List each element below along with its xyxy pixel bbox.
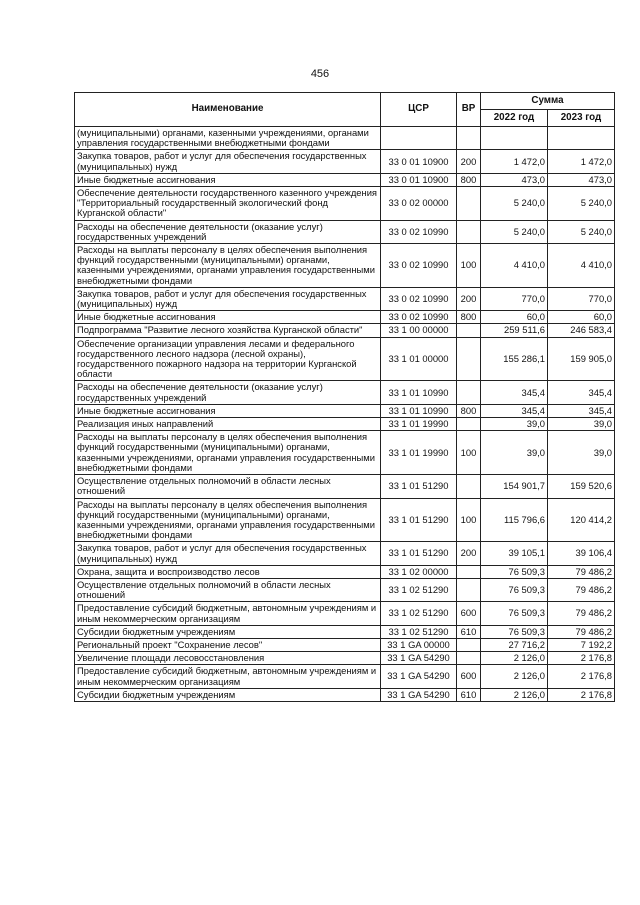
cell-csr: 33 1 01 51290 xyxy=(381,542,457,565)
cell-name: Обеспечение организации управления лесами и федерального государственного лесного надзора (лесной охраны), государственного пожарного надзора на территории Курганской области xyxy=(75,337,381,381)
cell-vr: 100 xyxy=(457,244,481,288)
cell-amount-2022: 2 126,0 xyxy=(481,665,548,688)
table-row xyxy=(75,220,615,243)
cell-amount-2023: 5 240,0 xyxy=(548,187,615,221)
table-row xyxy=(75,127,615,150)
cell-amount-2022: 770,0 xyxy=(481,287,548,310)
cell-amount-2022: 5 240,0 xyxy=(481,220,548,243)
cell-csr: 33 1 01 10990 xyxy=(381,404,457,417)
cell-amount-2023: 79 486,2 xyxy=(548,602,615,625)
cell-csr: 33 0 02 10990 xyxy=(381,244,457,288)
cell-vr xyxy=(457,475,481,498)
cell-amount-2022 xyxy=(481,127,548,150)
cell-name: Обеспечение деятельности государственного казенного учреждения "Территориальный государственный экологический фонд Курганской области" xyxy=(75,187,381,221)
table-row xyxy=(75,404,615,417)
cell-name: Подпрограмма "Развитие лесного хозяйства Курганской области" xyxy=(75,324,381,337)
table-row xyxy=(75,688,615,701)
cell-vr xyxy=(457,578,481,601)
cell-name: Увеличение площади лесовосстановления xyxy=(75,652,381,665)
table-row xyxy=(75,638,615,651)
cell-amount-2023 xyxy=(548,127,615,150)
table-row xyxy=(75,173,615,186)
cell-amount-2022: 2 126,0 xyxy=(481,688,548,701)
page-number: 456 xyxy=(310,68,330,80)
cell-amount-2022: 115 796,6 xyxy=(481,498,548,542)
cell-csr: 33 0 02 10990 xyxy=(381,311,457,324)
table-row xyxy=(75,625,615,638)
cell-amount-2023: 159 905,0 xyxy=(548,337,615,381)
cell-name: Иные бюджетные ассигнования xyxy=(75,311,381,324)
cell-vr xyxy=(457,381,481,404)
cell-amount-2023: 345,4 xyxy=(548,381,615,404)
cell-vr xyxy=(457,324,481,337)
table-row xyxy=(75,287,615,310)
cell-amount-2022: 473,0 xyxy=(481,173,548,186)
table-row xyxy=(75,418,615,431)
cell-vr: 100 xyxy=(457,431,481,475)
table-row xyxy=(75,475,615,498)
cell-vr: 610 xyxy=(457,625,481,638)
cell-name: Реализация иных направлений xyxy=(75,418,381,431)
header-name: Наименование xyxy=(75,93,381,127)
cell-csr: 33 1 GA 54290 xyxy=(381,688,457,701)
table-row xyxy=(75,187,615,221)
header-year-2022: 2022 год xyxy=(481,110,548,127)
cell-amount-2022: 259 511,6 xyxy=(481,324,548,337)
cell-amount-2023: 79 486,2 xyxy=(548,625,615,638)
cell-csr: 33 1 00 00000 xyxy=(381,324,457,337)
cell-vr: 200 xyxy=(457,542,481,565)
table-row xyxy=(75,565,615,578)
table-row xyxy=(75,381,615,404)
header-csr: ЦСР xyxy=(381,93,457,127)
cell-amount-2022: 76 509,3 xyxy=(481,578,548,601)
cell-name: Закупка товаров, работ и услуг для обеспечения государственных (муниципальных) нужд xyxy=(75,150,381,173)
table-row xyxy=(75,337,615,381)
cell-name: Закупка товаров, работ и услуг для обеспечения государственных (муниципальных) нужд xyxy=(75,287,381,310)
cell-amount-2023: 120 414,2 xyxy=(548,498,615,542)
cell-csr: 33 1 GA 00000 xyxy=(381,638,457,651)
cell-amount-2023: 2 176,8 xyxy=(548,652,615,665)
cell-amount-2023: 7 192,2 xyxy=(548,638,615,651)
cell-vr: 100 xyxy=(457,498,481,542)
cell-amount-2022: 155 286,1 xyxy=(481,337,548,381)
table-row xyxy=(75,602,615,625)
cell-vr xyxy=(457,187,481,221)
cell-vr xyxy=(457,565,481,578)
cell-amount-2023: 60,0 xyxy=(548,311,615,324)
cell-name: Осуществление отдельных полномочий в области лесных отношений xyxy=(75,578,381,601)
cell-amount-2023: 5 240,0 xyxy=(548,220,615,243)
cell-csr: 33 1 01 10990 xyxy=(381,381,457,404)
cell-vr xyxy=(457,127,481,150)
table-row xyxy=(75,652,615,665)
cell-amount-2022: 1 472,0 xyxy=(481,150,548,173)
cell-amount-2022: 39 105,1 xyxy=(481,542,548,565)
cell-name: Охрана, защита и воспроизводство лесов xyxy=(75,565,381,578)
cell-name: Расходы на обеспечение деятельности (оказание услуг) государственных учреждений xyxy=(75,220,381,243)
cell-name: Закупка товаров, работ и услуг для обеспечения государственных (муниципальных) нужд xyxy=(75,542,381,565)
table-row xyxy=(75,244,615,288)
cell-csr: 33 1 02 00000 xyxy=(381,565,457,578)
cell-vr: 610 xyxy=(457,688,481,701)
cell-csr: 33 1 01 19990 xyxy=(381,431,457,475)
cell-csr: 33 1 02 51290 xyxy=(381,602,457,625)
table-row xyxy=(75,665,615,688)
cell-csr: 33 1 01 00000 xyxy=(381,337,457,381)
cell-vr: 200 xyxy=(457,287,481,310)
budget-table xyxy=(74,92,615,702)
cell-name: Субсидии бюджетным учреждениям xyxy=(75,625,381,638)
cell-amount-2023: 39,0 xyxy=(548,431,615,475)
cell-name: Иные бюджетные ассигнования xyxy=(75,173,381,186)
cell-amount-2023: 4 410,0 xyxy=(548,244,615,288)
cell-csr: 33 1 01 19990 xyxy=(381,418,457,431)
cell-csr: 33 1 01 51290 xyxy=(381,498,457,542)
cell-csr: 33 0 02 00000 xyxy=(381,187,457,221)
cell-vr: 800 xyxy=(457,311,481,324)
cell-amount-2023: 1 472,0 xyxy=(548,150,615,173)
cell-amount-2023: 770,0 xyxy=(548,287,615,310)
cell-vr: 600 xyxy=(457,602,481,625)
cell-amount-2023: 159 520,6 xyxy=(548,475,615,498)
cell-vr: 200 xyxy=(457,150,481,173)
cell-amount-2022: 154 901,7 xyxy=(481,475,548,498)
cell-amount-2022: 76 509,3 xyxy=(481,625,548,638)
header-sum: Сумма xyxy=(481,93,615,110)
cell-name: Расходы на выплаты персоналу в целях обеспечения выполнения функций государственными (муниципальными) органами, казенными учреждениями, органами управления государственными внебюджетными фондами xyxy=(75,431,381,475)
cell-amount-2022: 4 410,0 xyxy=(481,244,548,288)
cell-amount-2022: 39,0 xyxy=(481,431,548,475)
cell-vr xyxy=(457,337,481,381)
cell-amount-2023: 39,0 xyxy=(548,418,615,431)
header-year-2023: 2023 год xyxy=(548,110,615,127)
cell-name: (муниципальными) органами, казенными учреждениями, органами управления государственными внебюджетными фондами xyxy=(75,127,381,150)
cell-amount-2023: 2 176,8 xyxy=(548,688,615,701)
cell-amount-2022: 2 126,0 xyxy=(481,652,548,665)
table-row xyxy=(75,578,615,601)
cell-name: Предоставление субсидий бюджетным, автономным учреждениям и иным некоммерческим организациям xyxy=(75,665,381,688)
table-row xyxy=(75,324,615,337)
cell-name: Предоставление субсидий бюджетным, автономным учреждениям и иным некоммерческим организациям xyxy=(75,602,381,625)
cell-amount-2022: 345,4 xyxy=(481,404,548,417)
cell-name: Иные бюджетные ассигнования xyxy=(75,404,381,417)
cell-vr xyxy=(457,418,481,431)
cell-amount-2022: 5 240,0 xyxy=(481,187,548,221)
cell-csr xyxy=(381,127,457,150)
table-row xyxy=(75,311,615,324)
table-body xyxy=(75,127,615,702)
table-header xyxy=(75,93,615,127)
header-vr: ВР xyxy=(457,93,481,127)
cell-csr: 33 1 GA 54290 xyxy=(381,652,457,665)
cell-vr: 800 xyxy=(457,404,481,417)
cell-vr: 600 xyxy=(457,665,481,688)
cell-amount-2022: 76 509,3 xyxy=(481,602,548,625)
cell-name: Расходы на обеспечение деятельности (оказание услуг) государственных учреждений xyxy=(75,381,381,404)
cell-name: Расходы на выплаты персоналу в целях обеспечения выполнения функций государственными (муниципальными) органами, казенными учреждениями, органами управления государственными внебюджетными фондами xyxy=(75,244,381,288)
cell-amount-2023: 79 486,2 xyxy=(548,565,615,578)
table-row xyxy=(75,542,615,565)
table-row xyxy=(75,498,615,542)
cell-name: Субсидии бюджетным учреждениям xyxy=(75,688,381,701)
cell-amount-2022: 60,0 xyxy=(481,311,548,324)
cell-amount-2023: 39 106,4 xyxy=(548,542,615,565)
table-row xyxy=(75,431,615,475)
cell-amount-2022: 76 509,3 xyxy=(481,565,548,578)
cell-amount-2023: 79 486,2 xyxy=(548,578,615,601)
cell-csr: 33 1 GA 54290 xyxy=(381,665,457,688)
cell-vr: 800 xyxy=(457,173,481,186)
cell-csr: 33 0 01 10900 xyxy=(381,173,457,186)
cell-csr: 33 1 01 51290 xyxy=(381,475,457,498)
cell-csr: 33 1 02 51290 xyxy=(381,578,457,601)
cell-name: Осуществление отдельных полномочий в области лесных отношений xyxy=(75,475,381,498)
cell-amount-2023: 2 176,8 xyxy=(548,665,615,688)
cell-csr: 33 0 02 10990 xyxy=(381,287,457,310)
cell-amount-2023: 345,4 xyxy=(548,404,615,417)
cell-name: Региональный проект "Сохранение лесов" xyxy=(75,638,381,651)
cell-amount-2022: 27 716,2 xyxy=(481,638,548,651)
cell-csr: 33 0 02 10990 xyxy=(381,220,457,243)
cell-vr xyxy=(457,638,481,651)
cell-csr: 33 0 01 10900 xyxy=(381,150,457,173)
cell-amount-2023: 473,0 xyxy=(548,173,615,186)
cell-vr xyxy=(457,220,481,243)
cell-csr: 33 1 02 51290 xyxy=(381,625,457,638)
table-row xyxy=(75,150,615,173)
cell-name: Расходы на выплаты персоналу в целях обеспечения выполнения функций государственными (муниципальными) органами, казенными учреждениями, органами управления государственными внебюджетными фондами xyxy=(75,498,381,542)
cell-vr xyxy=(457,652,481,665)
cell-amount-2022: 345,4 xyxy=(481,381,548,404)
cell-amount-2023: 246 583,4 xyxy=(548,324,615,337)
cell-amount-2022: 39,0 xyxy=(481,418,548,431)
